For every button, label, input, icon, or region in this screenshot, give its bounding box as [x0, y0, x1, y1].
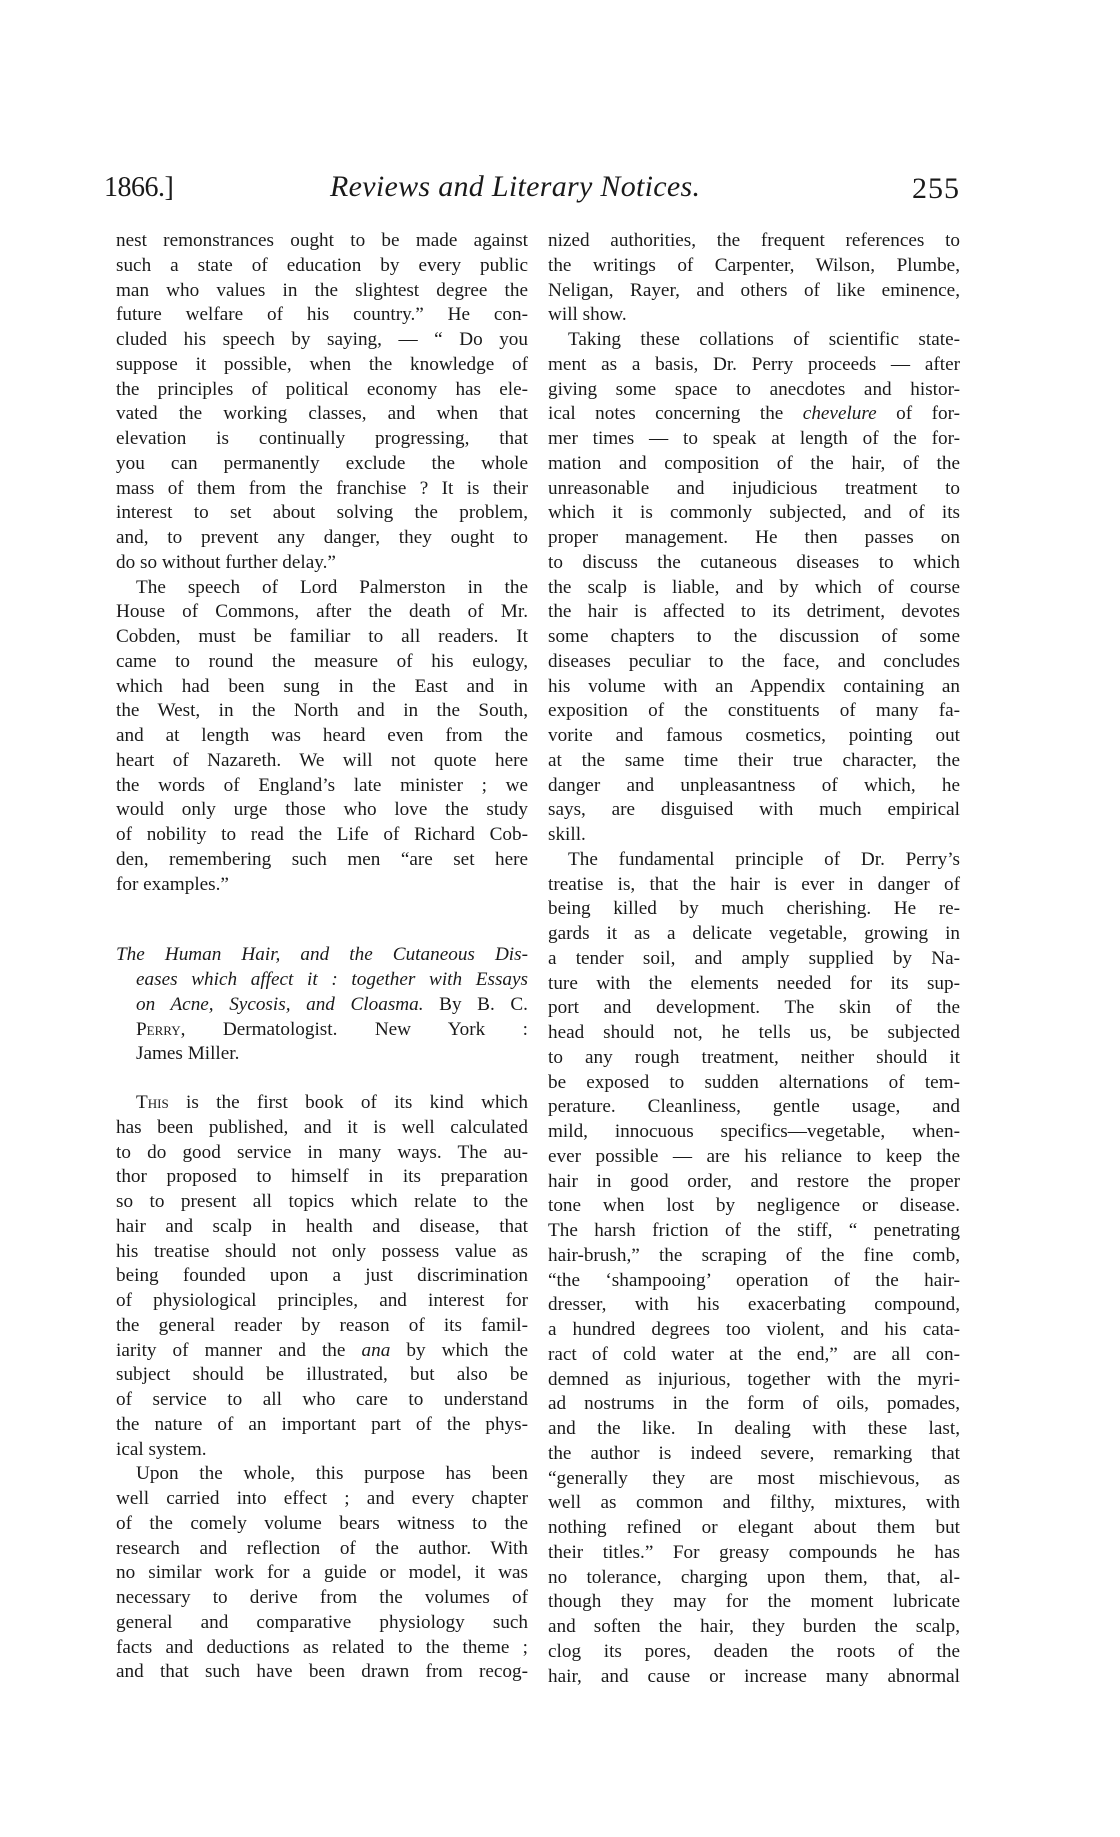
left-column: [116, 229, 528, 1685]
text-line: of the comely volume bears witness to the: [116, 1512, 528, 1534]
text-line: head should not, he tells us, be subjected: [548, 1022, 960, 1043]
text-line: ever possible — are his reliance to keep the: [548, 1145, 960, 1167]
text-line: the author is indeed severe, remarking that: [548, 1442, 960, 1464]
text-line: though they may for the moment lubricate: [548, 1591, 960, 1613]
text-line: the hair is affected to its detriment, devotes: [548, 601, 960, 623]
text-line: ture with the elements needed for its sup-: [548, 972, 960, 994]
text-line: exposition of the constituents of many fa-: [548, 700, 960, 722]
text-line: which it is commonly subjected, and of its: [548, 502, 960, 524]
text-line: for examples.”: [116, 873, 229, 895]
text-line: hair-brush,” the scraping of the fine comb,: [548, 1244, 960, 1266]
text-line: clog its pores, deaden the roots of the: [548, 1640, 960, 1662]
text-line: research and reflection of the author. With: [116, 1537, 528, 1559]
text-line: general and comparative physiology such: [116, 1611, 528, 1633]
book-title-line: eases which affect it : together with Essays: [136, 969, 528, 990]
text-line: The harsh friction of the stiff, “ penetrating: [548, 1220, 960, 1241]
text-line: no tolerance, charging upon them, that, al-: [548, 1566, 960, 1588]
text-line: nothing refined or elegant about them but: [548, 1517, 960, 1538]
paragraph-review-intro: [116, 1091, 528, 1462]
book-title-subtitle: on Acne, Sycosis, and Cloasma.: [136, 993, 424, 1015]
text-line: the principles of political economy has ele-: [116, 378, 528, 400]
text-line: the scalp is liable, and by which of course: [548, 576, 960, 598]
text-line: which had been sung in the East and in: [116, 675, 528, 697]
text-line: port and development. The skin of the: [548, 997, 960, 1019]
text-line: no similar work for a guide or model, it was: [116, 1562, 528, 1584]
text-line: diseases peculiar to the face, and concludes: [548, 650, 960, 672]
text-line: vated the working classes, and when that: [116, 403, 528, 425]
text-line: came to round the measure of his eulogy,: [116, 650, 528, 672]
text-line: man who values in the slightest degree the: [116, 279, 528, 301]
text-line: suppose it possible, when the knowledge of: [116, 353, 528, 375]
text-line: nized authorities, the frequent references to: [548, 230, 960, 251]
text-line: giving some space to anecdotes and histor-: [548, 378, 960, 400]
book-notice-heading: [116, 943, 528, 1067]
text-line: has been published, and it is well calculated: [116, 1116, 528, 1138]
text-line: of service to all who care to understand: [116, 1389, 528, 1410]
running-head: [104, 168, 960, 208]
text-line: and that such have been drawn from recog-: [116, 1661, 528, 1683]
text-line: vorite and famous cosmetics, pointing out: [548, 725, 960, 746]
text-line: well as common and filthy, mixtures, with: [548, 1492, 960, 1514]
text-fragment: is the first book of its kind which: [168, 1092, 528, 1113]
text-line: being killed by much cherishing. He re-: [548, 898, 960, 920]
text-line: the West, in the North and in the South,: [116, 700, 528, 722]
text-line: unreasonable and injudicious treatment to: [548, 477, 960, 499]
drop-word: This: [136, 1092, 169, 1113]
text-line: thor proposed to himself in its preparation: [116, 1166, 528, 1188]
text-line: facts and deductions as related to the theme ;: [116, 1636, 528, 1658]
text-line: the words of England’s late minister ; we: [116, 774, 528, 796]
text-line: Cobden, must be familiar to all readers. It: [116, 626, 528, 647]
text-line: subject should be illustrated, but also be: [116, 1364, 528, 1386]
text-line: [116, 1339, 528, 1364]
book-author-name: Perry,: [136, 1018, 186, 1040]
text-line: Taking these collations of scientific state-: [568, 329, 960, 350]
paragraph-cobden-speech: [116, 229, 528, 576]
text-line: being founded upon a just discrimination: [116, 1265, 528, 1287]
text-line: and at length was heard even from the: [116, 725, 528, 746]
text-line: heart of Nazareth. We will not quote here: [116, 749, 528, 771]
text-line: the general reader by reason of its famil-: [116, 1314, 528, 1336]
text-line: the nature of an important part of the phys-: [116, 1413, 528, 1435]
text-line: mass of them from the franchise ? It is their: [116, 477, 528, 499]
text-line: of nobility to read the Life of Richard Cob-: [116, 824, 528, 845]
text-line: House of Commons, after the death of Mr.: [116, 601, 528, 623]
page-number: 255: [912, 172, 960, 205]
text-line: demned as injurious, together with the myri-: [548, 1368, 960, 1390]
text-line: at the same time their true character, the: [548, 749, 960, 771]
text-line: do so without further delay.”: [116, 551, 336, 573]
text-line: some chapters to the discussion of some: [548, 626, 960, 647]
text-line: says, are disguised with much empirical: [548, 799, 960, 821]
text-line: The speech of Lord Palmerston in the: [136, 576, 528, 598]
paragraph-fundamental-principle: [548, 848, 960, 1690]
italic-term: ana: [361, 1339, 391, 1361]
text-line: his treatise should not only possess value as: [116, 1240, 528, 1262]
book-title-line: The Human Hair, and the Cutaneous Dis-: [116, 944, 528, 966]
text-line: future welfare of his country.” He con-: [116, 304, 528, 326]
paragraph-collations: [548, 328, 960, 848]
text-line: to any rough treatment, neither should it: [548, 1046, 960, 1068]
text-line: necessary to derive from the volumes of: [116, 1587, 528, 1608]
paragraph-authorities: [548, 229, 960, 328]
text-line: danger and unpleasantness of which, he: [548, 774, 960, 796]
text-line: Upon the whole, this purpose has been: [136, 1463, 528, 1485]
text-line: skill.: [548, 824, 586, 845]
text-line: their titles.” For greasy compounds he has: [548, 1541, 960, 1563]
text-line: Neligan, Rayer, and others of like eminence,: [548, 279, 960, 301]
text-line: ical system.: [116, 1438, 207, 1460]
paragraph-review-whole: [116, 1462, 528, 1685]
text-line: will show.: [548, 304, 627, 326]
section-spacer: [116, 897, 528, 943]
section-spacer: [116, 1067, 528, 1091]
text-fragment: iarity of manner and the: [116, 1339, 362, 1361]
text-line: the writings of Carpenter, Wilson, Plumbe,: [548, 254, 960, 276]
text-line: mation and composition of the hair, of the: [548, 452, 960, 474]
text-line: and the like. In dealing with these last,: [548, 1418, 960, 1439]
text-line: ment as a basis, Dr. Perry proceeds — after: [548, 353, 960, 375]
text-line: “the ‘shampooing’ operation of the hair-: [548, 1269, 960, 1291]
text-line: to discuss the cutaneous diseases to which: [548, 551, 960, 573]
text-fragment: by which the: [390, 1339, 529, 1361]
text-line: mild, innocuous specifics—vegetable, when-: [548, 1121, 960, 1142]
text-line: a hundred degrees too violent, and his cata-: [548, 1319, 960, 1340]
text-line: cluded his speech by saying, — “ Do you: [116, 329, 528, 350]
text-line: mer times — to speak at length of the for-: [548, 428, 960, 449]
text-line: and soften the hair, they burden the scalp,: [548, 1616, 960, 1637]
book-title-line: [116, 1018, 528, 1043]
text-line: interest to set about solving the problem,: [116, 502, 528, 524]
text-line: you can permanently exclude the whole: [116, 452, 528, 474]
text-line: of physiological principles, and interest for: [116, 1290, 528, 1311]
book-publisher: James Miller.: [136, 1043, 240, 1065]
text-line: well carried into effect ; and every chapter: [116, 1488, 528, 1509]
text-line: ad nostrums in the form of oils, pomades,: [548, 1393, 960, 1415]
text-line: perature. Cleanliness, gentle usage, and: [548, 1096, 960, 1118]
text-line: his volume with an Appendix containing an: [548, 675, 960, 697]
text-line: nest remonstrances ought to be made against: [116, 230, 528, 251]
book-title-line: [116, 993, 528, 1018]
book-publisher-place: Dermatologist. New York :: [185, 1018, 528, 1040]
right-column: [548, 229, 960, 1689]
section-title: Reviews and Literary Notices.: [330, 170, 701, 203]
text-line: to do good service in many ways. The au-: [116, 1141, 528, 1163]
text-line: hair in good order, and restore the proper: [548, 1170, 960, 1192]
text-line: proper management. He then passes on: [548, 527, 960, 548]
book-author-prefix: By B. C.: [423, 993, 528, 1015]
text-line: and, to prevent any danger, they ought to: [116, 527, 528, 548]
italic-term: chevelure: [802, 403, 877, 425]
text-line: gards it as a delicate vegetable, growing in: [548, 923, 960, 944]
text-line: ract of cold water at the end,” are all con-: [548, 1343, 960, 1365]
text-line: a tender soil, and amply supplied by Na-: [548, 947, 960, 969]
paragraph-palmerston: [116, 576, 528, 898]
text-line: treatise is, that the hair is ever in danger of: [548, 873, 960, 895]
text-fragment: ical notes concerning the: [548, 403, 803, 425]
text-line: elevation is continually progressing, that: [116, 428, 528, 449]
text-line: so to present all topics which relate to the: [116, 1191, 528, 1212]
text-line: den, remembering such men “are set here: [116, 848, 528, 870]
text-line: [548, 402, 960, 427]
text-line: such a state of education by every public: [116, 254, 528, 276]
text-line: [116, 1091, 528, 1116]
text-line: would only urge those who love the study: [116, 799, 528, 821]
text-line: “generally they are most mischievous, as: [548, 1467, 960, 1489]
issue-date: 1866.]: [104, 172, 174, 203]
text-fragment: of for-: [876, 403, 960, 425]
text-line: be exposed to sudden alternations of tem-: [548, 1071, 960, 1093]
text-line: hair, and cause or increase many abnormal: [548, 1665, 960, 1687]
text-line: The fundamental principle of Dr. Perry’s: [568, 848, 960, 870]
text-line: hair and scalp in health and disease, that: [116, 1215, 528, 1237]
text-line: dresser, with his exacerbating compound,: [548, 1294, 960, 1316]
text-line: tone when lost by negligence or disease.: [548, 1195, 960, 1217]
